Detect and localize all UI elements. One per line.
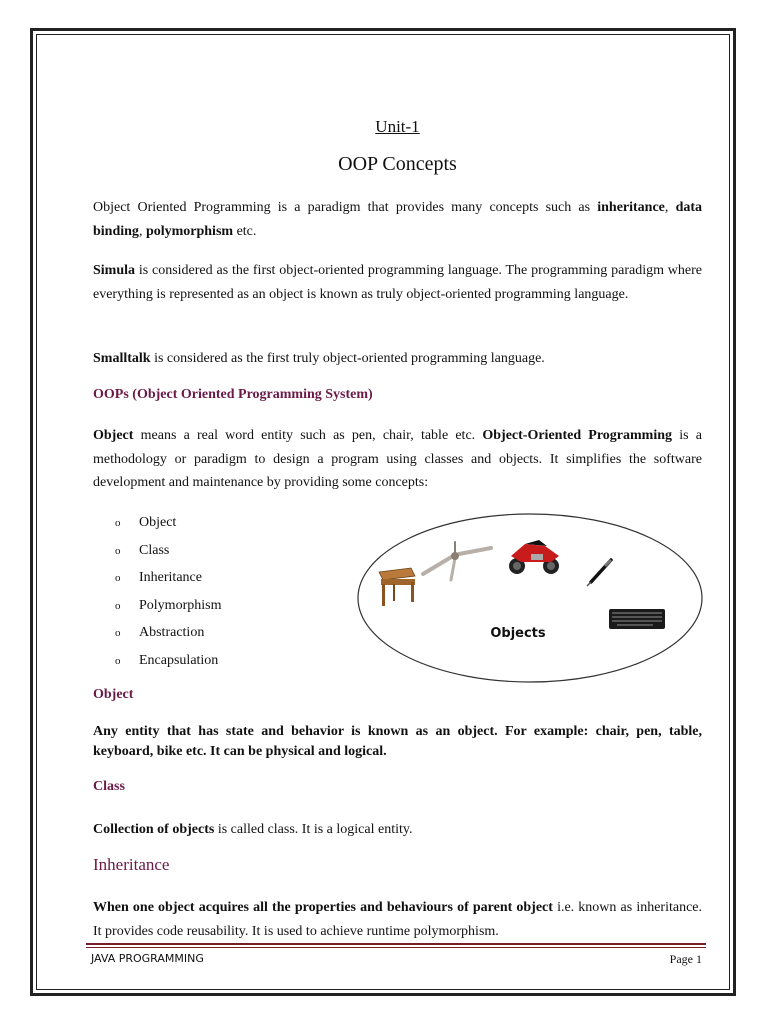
objects-diagram — [355, 512, 705, 687]
object-def-text-end: is a methodology or paradigm to design a program using classes and objects. It simplifies the software development and maintenance by providing some concepts: — [93, 428, 702, 490]
simula-text: is considered as the first object-oriented programming language. The programming paradigm where everything is represented as an object is known as truly object-oriented programming language. — [93, 263, 702, 302]
inheritance-text: i.e. known as inheritance. It provides code reusability. It is used to achieve runtime polymorphism. — [93, 900, 703, 939]
bullet-icon: o — [115, 599, 121, 612]
list-item — [93, 597, 353, 625]
bullet-icon: o — [115, 517, 121, 529]
object-heading: Object — [93, 687, 134, 702]
list-item — [93, 624, 353, 652]
list-item-label: Object — [139, 515, 177, 530]
class-heading: Class — [93, 779, 125, 794]
list-item-label: Polymorphism — [139, 597, 222, 613]
term-inheritance: inheritance — [597, 200, 665, 215]
intro-text: Object Oriented Programming is a paradigm that provides many concepts such as — [93, 200, 598, 215]
intro-sep-1: , — [664, 200, 676, 215]
footer-rule-thin — [86, 947, 706, 948]
list-item — [93, 514, 353, 542]
term-collection-of-objects: Collection of objects — [93, 822, 215, 837]
concepts-list — [93, 514, 353, 679]
term-inheritance-def: When one object acquires all the properties and behaviours of parent object — [93, 900, 553, 915]
object-def-text: means a real word entity such as pen, chair, table etc. — [133, 428, 483, 443]
smalltalk-paragraph — [93, 347, 702, 371]
inheritance-description — [93, 896, 702, 943]
smalltalk-text: is considered as the first truly object-oriented programming language. — [150, 351, 545, 366]
list-item-label: Abstraction — [139, 625, 205, 640]
oops-heading: OOPs (Object Oriented Programming System) — [93, 387, 373, 402]
bullet-icon: o — [115, 544, 121, 557]
list-item — [93, 542, 353, 570]
simula-paragraph — [93, 259, 702, 306]
list-item-label: Encapsulation — [139, 652, 219, 668]
term-simula: Simula — [93, 263, 136, 278]
intro-sep-2: , — [138, 223, 146, 239]
keyboard-icon — [609, 609, 665, 629]
object-definition-paragraph — [93, 424, 702, 495]
term-polymorphism: polymorphism — [145, 223, 234, 239]
bullet-icon: o — [115, 654, 121, 667]
inheritance-heading: Inheritance — [93, 855, 170, 874]
objects-label: Objects — [490, 626, 546, 641]
term-oop: Object-Oriented Programming — [482, 428, 673, 443]
class-text: is called class. It is a logical entity. — [214, 822, 413, 837]
bullet-icon: o — [115, 627, 121, 639]
objects-ellipse — [358, 514, 702, 682]
intro-text-end: etc. — [233, 223, 257, 239]
list-item — [93, 652, 353, 680]
term-smalltalk: Smalltalk — [93, 351, 151, 366]
class-description — [93, 818, 702, 842]
footer-course-title: JAVA PROGRAMMING — [91, 952, 204, 965]
page-title: OOP Concepts — [338, 153, 457, 175]
term-object: Object — [93, 428, 134, 443]
footer-page-number: Page 1 — [669, 952, 702, 966]
list-item-label: Inheritance — [139, 570, 202, 585]
footer-rule-thick — [86, 943, 706, 945]
intro-paragraph — [93, 196, 702, 243]
unit-heading: Unit-1 — [375, 117, 420, 136]
bullet-icon: o — [115, 572, 121, 584]
list-item — [93, 569, 353, 597]
term-data-binding: data binding — [93, 200, 703, 239]
object-description: Any entity that has state and behavior is known as an object. For example: chair, pen, table, keyboard, bike etc. It can be physical and logical. — [93, 724, 702, 759]
list-item-label: Class — [139, 542, 170, 558]
